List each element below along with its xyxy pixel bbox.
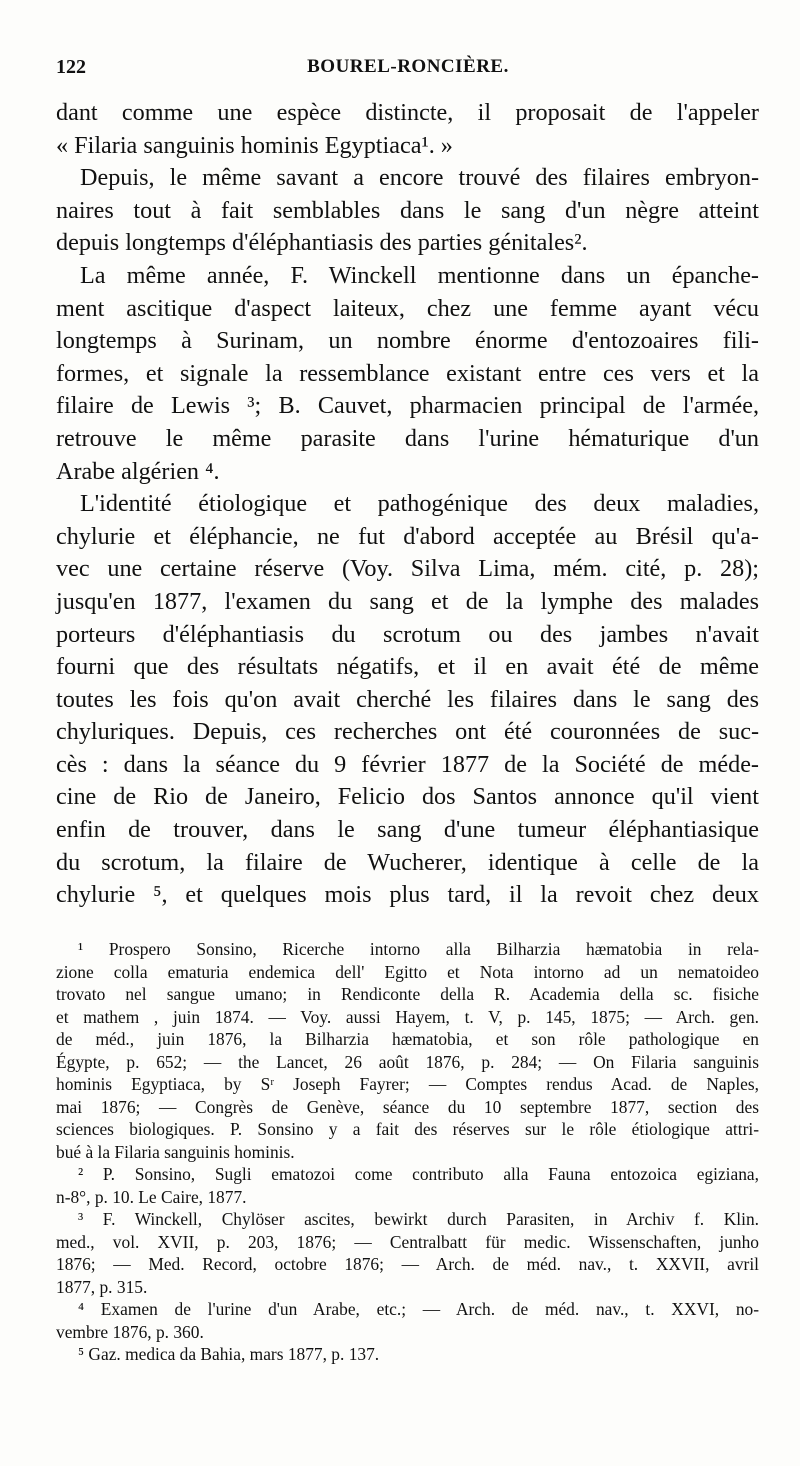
body-line: du scrotum, la filaire de Wucherer, identique à celle de la [56, 848, 759, 876]
body-line: chylurie ⁵, et quelques mois plus tard, il la revoit chez deux [56, 881, 759, 909]
footnote-line: zione colla ematuria endemica dell' Egitto et Nota intorno ad un nematoideo [56, 961, 759, 982]
body-line: cine de Rio de Janeiro, Felicio dos Santos annonce qu'il vient [56, 783, 759, 811]
body-line: chylurie et éléphancie, ne fut d'abord acceptée au Brésil qu'a- [56, 522, 759, 550]
page-header [56, 56, 760, 86]
body-line: cès : dans la séance du 9 février 1877 de la Société de méde- [56, 750, 759, 778]
footnote-line: ¹ Prospero Sonsino, Ricerche intorno alla Bilharzia hæmatobia in rela- [78, 939, 759, 959]
body-line: enfin de trouver, dans le sang d'une tumeur éléphantiasique [56, 816, 759, 844]
body-line: retrouve le même parasite dans l'urine hématurique d'un [56, 424, 759, 452]
footnote-line: ² P. Sonsino, Sugli ematozoi come contributo alla Fauna entozoica egiziana, [78, 1164, 759, 1184]
footnote-line: hominis Egyptiaca, by Sʳ Joseph Fayrer; — Comptes rendus Acad. de Naples, [56, 1074, 759, 1094]
footnote-line: ⁴ Examen de l'urine d'un Arabe, etc.; — Arch. de méd. nav., t. XXVI, no- [78, 1299, 759, 1319]
footnote-line: trovato nel sangue umano; in Rendiconte della R. Academia della sc. fisiche [56, 984, 759, 1004]
footnotes [56, 938, 759, 1366]
running-head: BOUREL-RONCIÈRE. [307, 56, 509, 77]
body-line: depuis longtemps d'éléphantiasis des parties génitales². [56, 229, 588, 257]
body-line: longtemps à Surinam, un nombre énorme d'entozoaires fili- [56, 327, 759, 355]
footnote-line: ⁵ Gaz. medica da Bahia, mars 1877, p. 137. [78, 1344, 380, 1364]
body-line: vec une certaine réserve (Voy. Silva Lima, mém. cité, p. 28); [56, 555, 759, 583]
footnote-line: 1877, p. 315. [56, 1276, 148, 1297]
body-line: Depuis, le même savant a encore trouvé des filaires embryon- [80, 164, 759, 192]
footnote-line: vembre 1876, p. 360. [56, 1321, 204, 1342]
body-line: filaire de Lewis ³; B. Cauvet, pharmacien principal de l'armée, [56, 392, 759, 420]
footnote-line: de méd., juin 1876, la Bilharzia hæmatobia, et son rôle pathologique en [56, 1029, 759, 1049]
footnote-line: et mathem , juin 1874. — Voy. aussi Hayem, t. V, p. 145, 1875; — Arch. gen. [56, 1006, 759, 1027]
footnote-line: 1876; — Med. Record, octobre 1876; — Arch. de méd. nav., t. XXVII, avril [56, 1254, 759, 1274]
body-line: La même année, F. Winckell mentionne dans un épanche- [80, 261, 759, 289]
main-text [56, 97, 759, 912]
body-line: toutes les fois qu'on avait cherché les filaires dans le sang des [56, 685, 759, 713]
body-line: fourni que des résultats négatifs, et il en avait été de même [56, 653, 759, 681]
body-line: chyluriques. Depuis, ces recherches ont été couronnées de suc- [56, 718, 759, 746]
body-line: formes, et signale la ressemblance existant entre ces vers et la [56, 359, 759, 387]
footnote-line: med., vol. XVII, p. 203, 1876; — Centralbatt für medic. Wissenschaften, junho [56, 1231, 759, 1252]
page-number: 122 [56, 56, 86, 78]
body-line: Arabe algérien ⁴. [56, 457, 220, 485]
footnote-line: bué à la Filaria sanguinis hominis. [56, 1141, 295, 1162]
body-line: dant comme une espèce distincte, il proposait de l'appeler [56, 99, 759, 126]
body-line: naires tout à fait semblables dans le sang d'un nègre atteint [56, 196, 759, 224]
body-line: porteurs d'éléphantiasis du scrotum ou des jambes n'avait [56, 620, 759, 648]
footnote-line: Égypte, p. 652; — the Lancet, 26 août 1876, p. 284; — On Filaria sanguinis [56, 1051, 759, 1072]
body-line: jusqu'en 1877, l'examen du sang et de la lymphe des malades [56, 587, 759, 615]
footnote-line: mai 1876; — Congrès de Genève, séance du 10 septembre 1877, section des [56, 1096, 759, 1117]
footnote-line: ³ F. Winckell, Chylöser ascites, bewirkt durch Parasiten, in Archiv f. Klin. [78, 1209, 759, 1229]
body-line: ment ascitique d'aspect laiteux, chez une femme ayant vécu [56, 294, 759, 322]
body-line: « Filaria sanguinis hominis Egyptiaca¹. » [56, 131, 453, 159]
body-line: L'identité étiologique et pathogénique des deux maladies, [80, 490, 759, 518]
footnote-line: n-8°, p. 10. Le Caire, 1877. [56, 1186, 247, 1207]
footnote-line: sciences biologiques. P. Sonsino y a fait des réserves sur le rôle étiologique attri- [56, 1119, 759, 1139]
